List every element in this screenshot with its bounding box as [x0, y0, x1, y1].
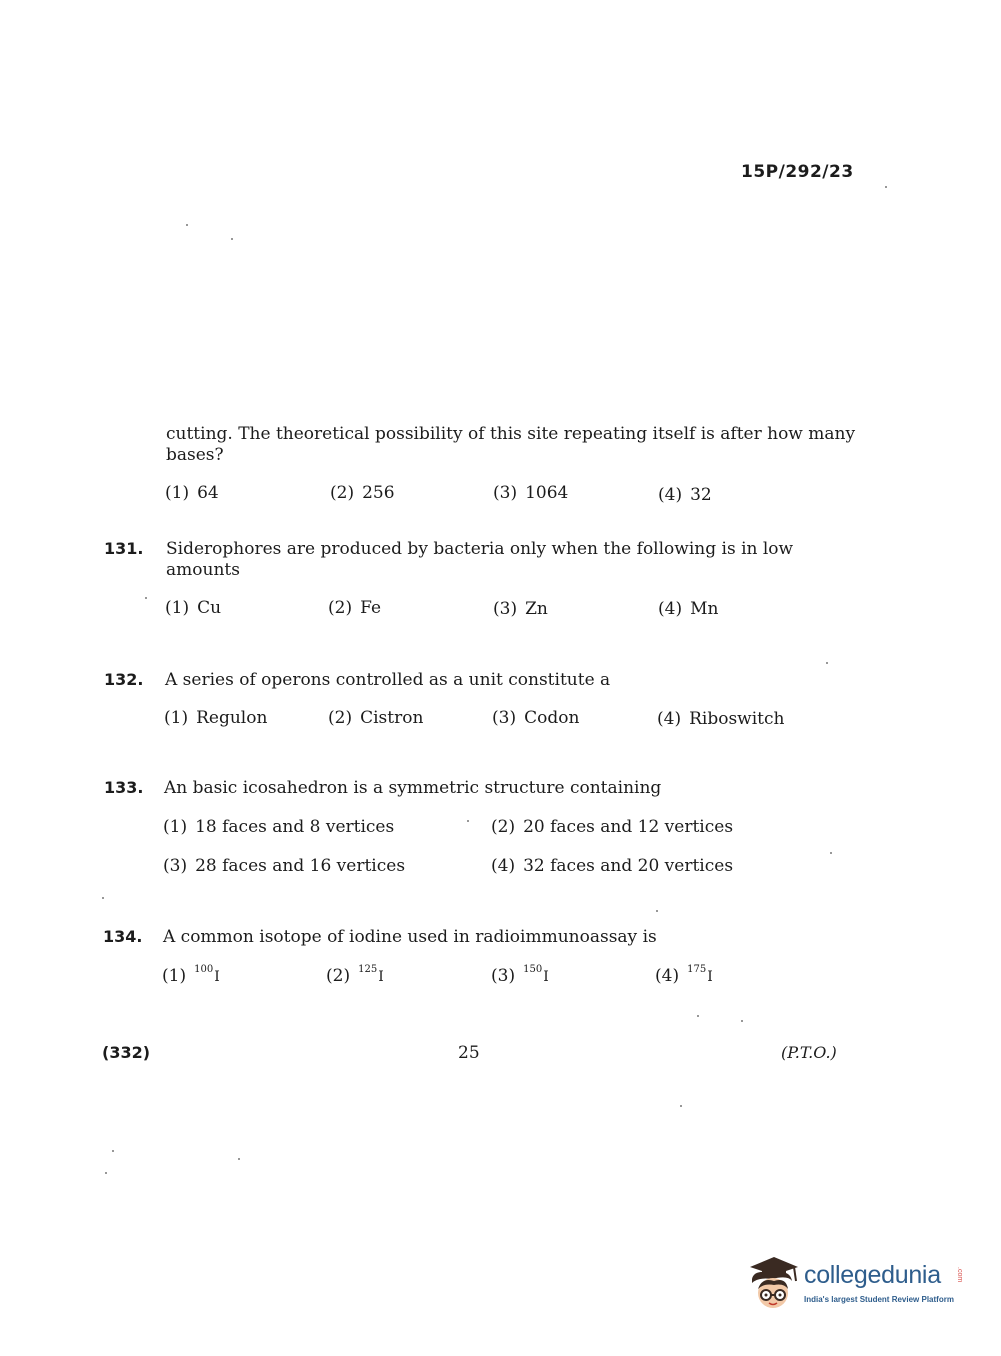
- option-134-2[interactable]: (2) $^{125}$I: [326, 964, 384, 986]
- option-131-1[interactable]: (1) Cu: [165, 598, 222, 618]
- brand-name: collegedunia: [804, 1261, 941, 1289]
- mass-number: 175: [687, 964, 707, 975]
- paper-code: 15P/292/23: [741, 162, 854, 182]
- mass-number: 125: [358, 964, 378, 975]
- question-133-text: An basic icosahedron is a symmetric structure containing: [164, 778, 662, 798]
- scan-speck: [656, 910, 658, 912]
- page-number: 25: [458, 1043, 480, 1063]
- brand-domain: .com: [956, 1267, 963, 1283]
- option-134-4[interactable]: (4) $^{175}$I: [655, 964, 713, 986]
- option-130-3[interactable]: (3) 1064: [493, 483, 569, 503]
- scan-speck: [112, 1150, 114, 1152]
- element-symbol: I: [707, 969, 713, 985]
- question-134-text: A common isotope of iodine used in radioimmunoassay is: [163, 927, 657, 947]
- scan-speck: [102, 897, 104, 899]
- mass-number: 100: [194, 964, 214, 975]
- option-133-3[interactable]: (3) 28 faces and 16 vertices: [163, 856, 406, 876]
- element-symbol: I: [214, 969, 220, 985]
- option-130-1[interactable]: (1) 64: [165, 483, 219, 503]
- please-turn-over: (P.T.O.): [781, 1043, 837, 1062]
- question-number-132: 132.: [104, 670, 144, 689]
- option-133-4[interactable]: (4) 32 faces and 20 vertices: [491, 856, 734, 876]
- element-symbol: I: [378, 969, 384, 985]
- option-134-3[interactable]: (3) $^{150}$I: [491, 964, 549, 986]
- option-132-2[interactable]: (2) Cistron: [328, 708, 424, 728]
- mass-number: 150: [523, 964, 543, 975]
- option-131-2[interactable]: (2) Fe: [328, 598, 382, 618]
- scan-speck: [680, 1105, 682, 1107]
- option-134-1[interactable]: (1) $^{100}$I: [162, 964, 220, 986]
- scan-speck: [145, 597, 147, 599]
- question-131-line-1: Siderophores are produced by bacteria only when the following is in low: [166, 539, 794, 559]
- scan-speck: [186, 224, 188, 226]
- scan-speck: [697, 1015, 699, 1017]
- booklet-code: (332): [102, 1043, 151, 1062]
- scan-speck: [467, 820, 469, 822]
- option-131-3[interactable]: (3) Zn: [493, 599, 548, 619]
- scan-speck: [885, 186, 887, 188]
- question-number-133: 133.: [104, 778, 144, 797]
- option-133-2[interactable]: (2) 20 faces and 12 vertices: [491, 817, 734, 837]
- option-133-1[interactable]: (1) 18 faces and 8 vertices: [163, 817, 395, 837]
- question-number-131: 131.: [104, 539, 144, 558]
- option-132-4[interactable]: (4) Riboswitch: [657, 709, 785, 729]
- question-number-134: 134.: [103, 927, 143, 946]
- option-132-1[interactable]: (1) Regulon: [164, 708, 268, 728]
- scan-speck: [741, 1020, 743, 1022]
- collegedunia-logo: [744, 1253, 974, 1315]
- question-131-line-2: amounts: [166, 560, 240, 580]
- mascot-icon: [744, 1253, 800, 1313]
- scan-speck: [231, 238, 233, 240]
- element-symbol: I: [543, 969, 549, 985]
- continued-question-line-2: bases?: [166, 445, 224, 465]
- scan-speck: [830, 852, 832, 854]
- scan-speck: [826, 662, 828, 664]
- option-132-3[interactable]: (3) Codon: [492, 708, 580, 728]
- continued-question-line-1: cutting. The theoretical possibility of this site repeating itself is after how many: [166, 424, 856, 444]
- option-130-2[interactable]: (2) 256: [330, 483, 395, 503]
- option-130-4[interactable]: (4) 32: [658, 485, 712, 505]
- question-132-text: A series of operons controlled as a unit constitute a: [165, 670, 611, 690]
- scan-speck: [105, 1172, 107, 1174]
- brand-tagline: India's largest Student Review Platform: [804, 1295, 954, 1304]
- option-131-4[interactable]: (4) Mn: [658, 599, 719, 619]
- scan-speck: [238, 1158, 240, 1160]
